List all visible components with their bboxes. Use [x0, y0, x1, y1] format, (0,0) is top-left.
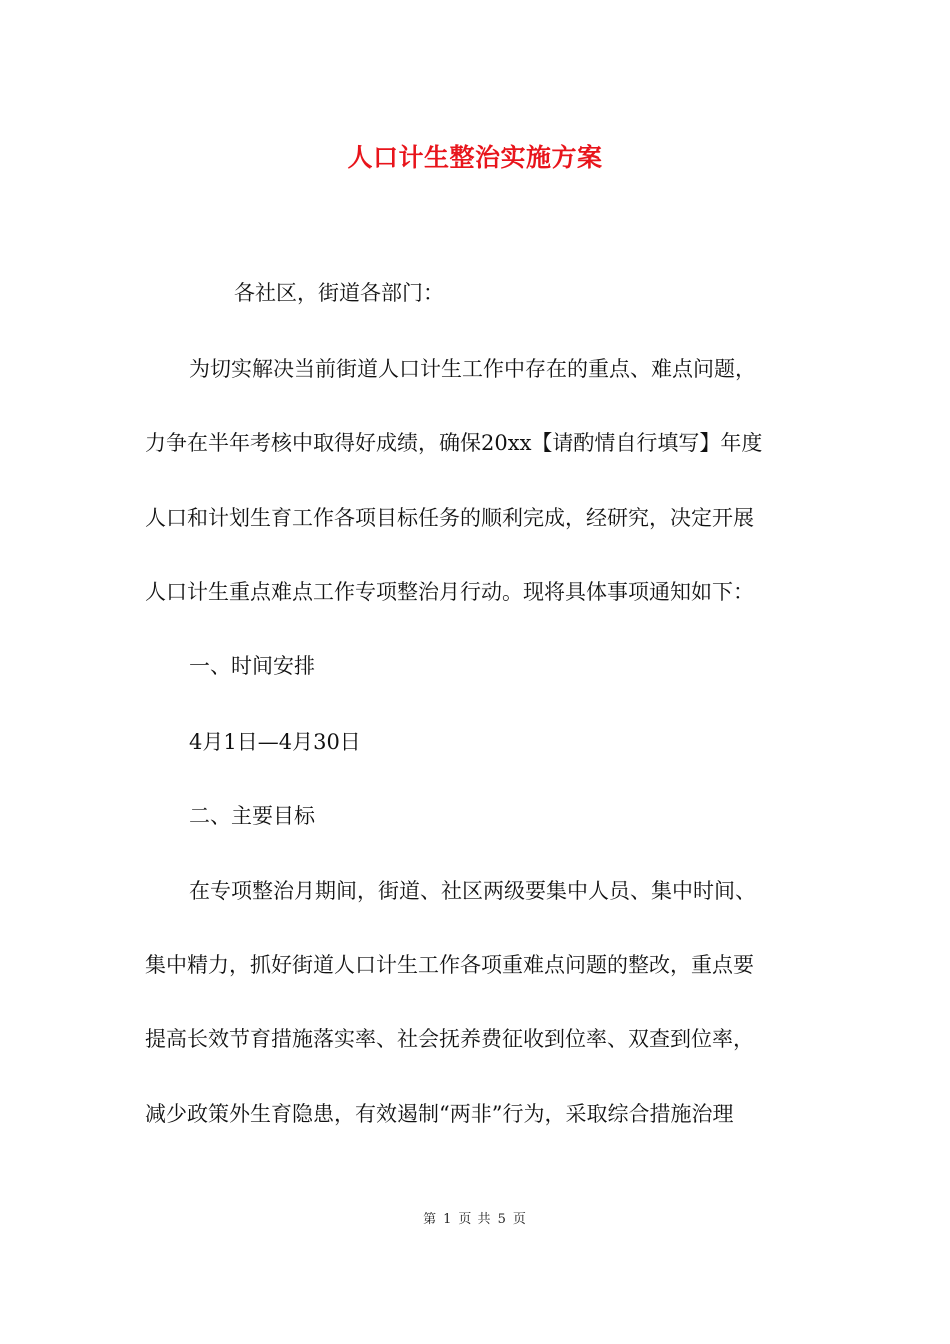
document-title: 人口计生整治实施方案 — [347, 143, 603, 172]
total-pages: 5 — [497, 1212, 507, 1227]
paragraph-line: 在专项整治月期间，街道、社区两级要集中人员、集中时间、 — [189, 879, 756, 903]
paragraph-line: 人口和计划生育工作各项目标任务的顺利完成，经研究，决定开展 — [145, 506, 754, 530]
time-range: 4月1日—4月30日 — [189, 730, 361, 754]
paragraph-line: 人口计生重点难点工作专项整治月行动。现将具体事项通知如下： — [145, 580, 754, 604]
section-heading-goals: 二、主要目标 — [189, 804, 315, 828]
paragraph-line: 集中精力，抓好街道人口计生工作各项重难点问题的整改，重点要 — [145, 953, 754, 977]
paragraph-line: 提高长效节育措施落实率、社会抚养费征收到位率、双查到位率， — [145, 1027, 754, 1051]
paragraph-line: 减少政策外生育隐患，有效遏制“两非”行为，采取综合措施治理 — [145, 1102, 734, 1126]
section-heading-time: 一、时间安排 — [189, 654, 315, 678]
paragraph-line: 为切实解决当前街道人口计生工作中存在的重点、难点问题， — [189, 357, 756, 381]
page-number: 1 — [443, 1212, 453, 1227]
page-suffix: 页 — [512, 1212, 527, 1227]
page-footer — [0, 1208, 950, 1227]
salutation: 各社区，街道各部门： — [234, 281, 444, 305]
page-mid: 页 共 — [458, 1212, 492, 1227]
page-prefix: 第 — [423, 1212, 438, 1227]
paragraph-line: 力争在半年考核中取得好成绩，确保20xx【请酌情自行填写】年度 — [145, 431, 763, 455]
